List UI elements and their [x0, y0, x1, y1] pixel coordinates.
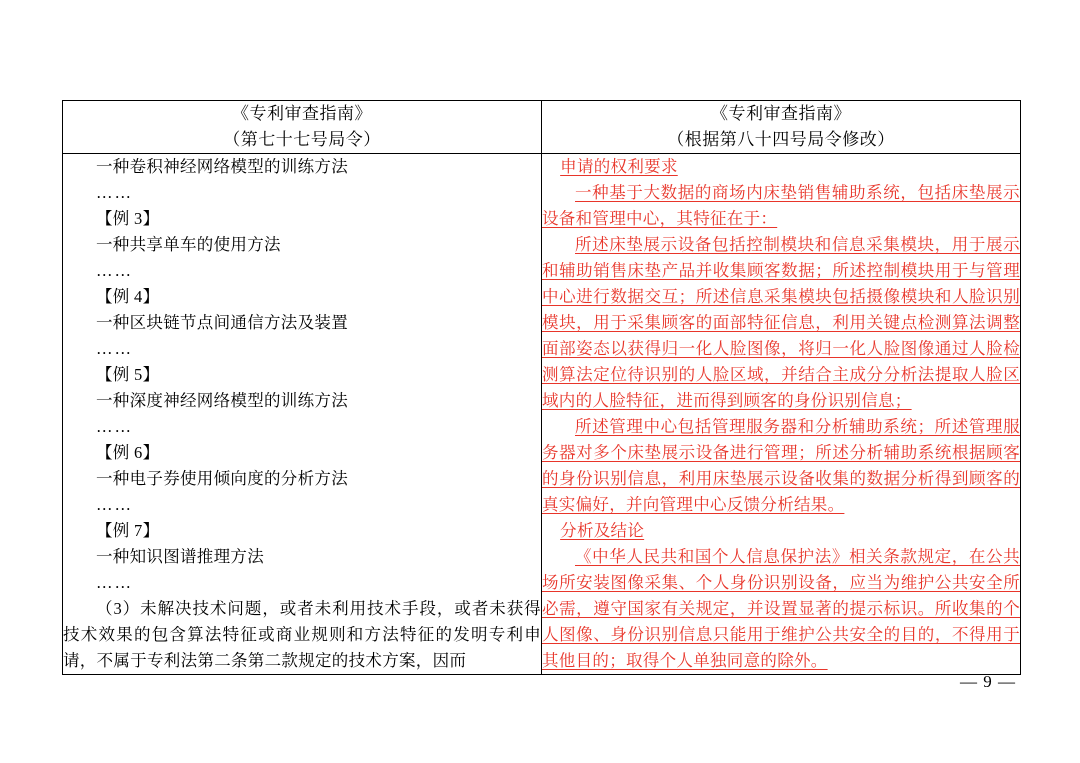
body-cell-revised [542, 154, 1021, 675]
example-label: 【例 4】 [96, 287, 160, 306]
table-header-row [63, 101, 1021, 154]
header-revised-line-1: 《专利审查指南》 [711, 104, 851, 123]
paragraph: 一种知识图谱推理方法 [96, 547, 264, 566]
header-cell-revised [542, 101, 1021, 154]
paragraph: 《中华人民共和国个人信息保护法》相关条款规定，在公共场所安装图像采集、个人身份识别设备，应当为维护公共安全所必需，遵守国家有关规定，并设置显著的提示标识。所收集的个人图像、身份识别信息只能用于维护公共安全的目的，不得用于其他目的；取得个人单独同意的除外。 [542, 547, 1020, 670]
example-label: 【例 6】 [96, 443, 160, 462]
page-number: — 9 — [960, 672, 1016, 691]
example-label: 【例 5】 [96, 365, 160, 384]
paragraph: 一种电子券使用倾向度的分析方法 [96, 469, 348, 488]
ellipsis-line: …… [96, 261, 133, 280]
body-cell-original [63, 154, 542, 675]
paragraph: 一种共享单车的使用方法 [96, 235, 281, 254]
example-label: 【例 7】 [96, 521, 160, 540]
comparison-table [62, 100, 1021, 675]
paragraph: 所述床垫展示设备包括控制模块和信息采集模块，用于展示和辅助销售床垫产品并收集顾客数据；所述控制模块用于与管理中心进行数据交互；所述信息采集模块包括摄像模块和人脸识别模块，用于采集顾客的面部特征信息，利用关键点检测算法调整面部姿态以获得归一化人脸图像，将归一化人脸图像通过人脸检测算法定位待识别的人脸区域，并结合主成分分析法提取人脸区域内的人脸特征，进而得到顾客的身份识别信息； [542, 235, 1020, 410]
example-label: 【例 3】 [96, 209, 160, 228]
ellipsis-line: …… [96, 183, 133, 202]
paragraph: 一种深度神经网络模型的训练方法 [96, 391, 348, 410]
paragraph: 一种区块链节点间通信方法及装置 [96, 313, 348, 332]
header-original-line-2: （第七十七号局令） [223, 130, 381, 149]
paragraph: 所述管理中心包括管理服务器和分析辅助系统；所述管理服务器对多个床垫展示设备进行管理；所述分析辅助系统根据顾客的身份识别信息，利用床垫展示设备收集的数据分析得到顾客的真实偏好，并向管理中心反馈分析结果。 [542, 417, 1020, 514]
ellipsis-line: …… [96, 573, 133, 592]
paragraph: 一种基于大数据的商场内床垫销售辅助系统，包括床垫展示设备和管理中心，其特征在于： [542, 183, 1020, 228]
paragraph: （3）未解决技术问题，或者未利用技术手段，或者未获得技术效果的包含算法特征或商业规则和方法特征的发明专利申请，不属于专利法第二条第二款规定的技术方案，因而 [63, 599, 541, 670]
section-heading: 申请的权利要求 [560, 157, 678, 176]
paragraph: 一种卷积神经网络模型的训练方法 [96, 157, 348, 176]
table-body-row [63, 154, 1021, 675]
header-cell-original [63, 101, 542, 154]
ellipsis-line: …… [96, 417, 133, 436]
ellipsis-line: …… [96, 339, 133, 358]
header-revised-line-2: （根据第八十四号局令修改） [667, 130, 895, 149]
ellipsis-line: …… [96, 495, 133, 514]
header-original-line-1: 《专利审查指南》 [232, 104, 372, 123]
section-heading: 分析及结论 [560, 521, 645, 540]
